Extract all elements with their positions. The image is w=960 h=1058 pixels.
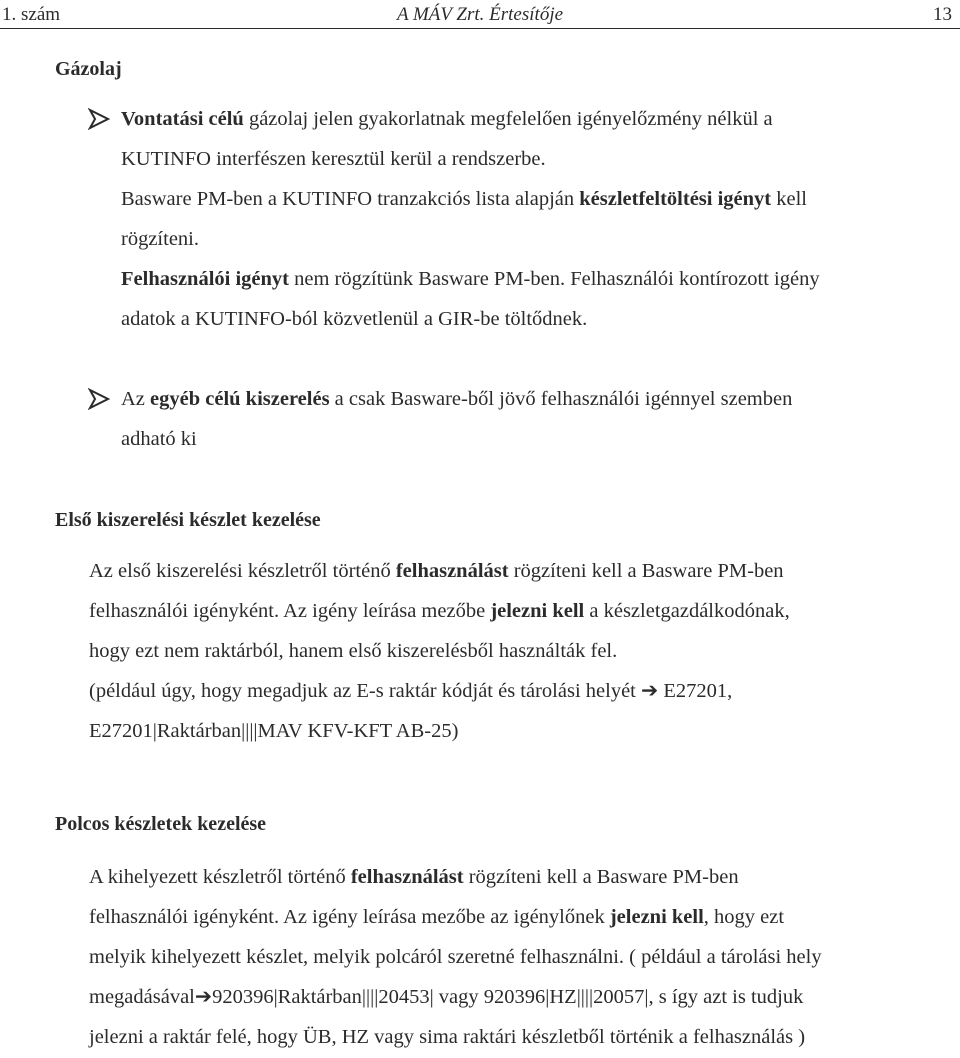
text-run: Basware PM-ben a KUTINFO tranzakciós lista alapján	[121, 188, 580, 210]
text-run: rögzíteni kell a Basware PM-ben	[508, 560, 784, 582]
text-run: a készletgazdálkodónak,	[584, 600, 790, 622]
paragraph-line	[121, 259, 820, 300]
right-arrow-icon: ➔	[641, 680, 659, 702]
paragraph-line: adható ki	[121, 428, 197, 450]
paragraph-line: hogy ezt nem raktárból, hanem első kiszerelésből használták fel.	[89, 640, 618, 662]
bold-term: jelezni kell	[490, 600, 585, 622]
paragraph-line: E27201|Raktárban||||MAV KFV-KFT AB-25)	[89, 720, 459, 742]
arrowhead-bullet-icon	[88, 388, 110, 416]
paragraph-line	[121, 379, 792, 420]
text-run: , hogy ezt	[703, 906, 785, 928]
publication-title: A MÁV Zrt. Értesítője	[396, 4, 564, 25]
header-rule	[0, 28, 960, 29]
paragraph-line	[89, 977, 803, 1018]
paragraph-line	[121, 99, 773, 140]
section-title-gazolaj: Gázolaj	[55, 58, 122, 80]
bold-term: jelezni kell	[609, 906, 704, 928]
paragraph-line: jelezni a raktár felé, hogy ÜB, HZ vagy sima raktári készletből történik a felhasználás )	[89, 1026, 806, 1048]
text-run: megadásával	[89, 986, 195, 1008]
issue-number: 1. szám	[2, 4, 61, 25]
bold-term: egyéb célú kiszerelés	[150, 388, 330, 410]
paragraph-line	[89, 897, 784, 938]
right-arrow-icon: ➔	[194, 986, 213, 1008]
page-number: 13	[933, 4, 952, 25]
text-run: kell	[771, 188, 807, 210]
text-run: E27201,	[658, 680, 733, 702]
paragraph-line	[89, 857, 739, 898]
text-run: 920396|Raktárban||||20453| vagy 920396|HZ||||20057|, s így azt is tudjuk	[212, 986, 804, 1008]
arrowhead-bullet-icon	[88, 108, 110, 136]
text-run: Az első kiszerelési készletről történő	[89, 560, 396, 582]
text-run: a csak Basware-ből jövő felhasználói igénnyel szemben	[329, 388, 793, 410]
bold-term: felhasználást	[395, 560, 509, 582]
paragraph-line	[89, 551, 784, 592]
paragraph-line	[89, 591, 790, 632]
text-run: rögzíteni kell a Basware PM-ben	[463, 866, 739, 888]
paragraph-line: adatok a KUTINFO-ból közvetlenül a GIR-be töltődnek.	[121, 308, 588, 330]
text-run: (például úgy, hogy megadjuk az E-s raktár kódját és tárolási helyét	[89, 680, 641, 702]
text-run: felhasználói igényként. Az igény leírása mezőbe az igénylőnek	[89, 906, 610, 928]
paragraph-line: melyik kihelyezett készlet, melyik polcáról szeretné felhasználni. ( például a tárolási hely	[89, 946, 822, 968]
bold-term: Vontatási célú	[121, 108, 244, 130]
bold-term: készletfeltöltési igényt	[579, 188, 772, 210]
section-title-elso-kiszerelesi: Első kiszerelési készlet kezelése	[55, 509, 321, 531]
section-title-polcos-keszletek: Polcos készletek kezelése	[55, 813, 267, 835]
bold-term: felhasználást	[350, 866, 464, 888]
paragraph-line	[89, 671, 732, 712]
paragraph-line: KUTINFO interfészen keresztül kerül a rendszerbe.	[121, 148, 546, 170]
text-run: nem rögzítünk Basware PM-ben. Felhasználói kontírozott igény	[288, 268, 820, 290]
text-run: gázolaj jelen gyakorlatnak megfelelően igényelőzmény nélkül a	[243, 108, 773, 130]
bold-term: Felhasználói igényt	[121, 268, 289, 290]
text-run: A kihelyezett készletről történő	[89, 866, 351, 888]
text-run: Az	[121, 388, 151, 410]
paragraph-line	[121, 179, 807, 220]
text-run: felhasználói igényként. Az igény leírása mezőbe	[89, 600, 491, 622]
paragraph-line: rögzíteni.	[121, 228, 199, 250]
running-header	[0, 4, 960, 28]
